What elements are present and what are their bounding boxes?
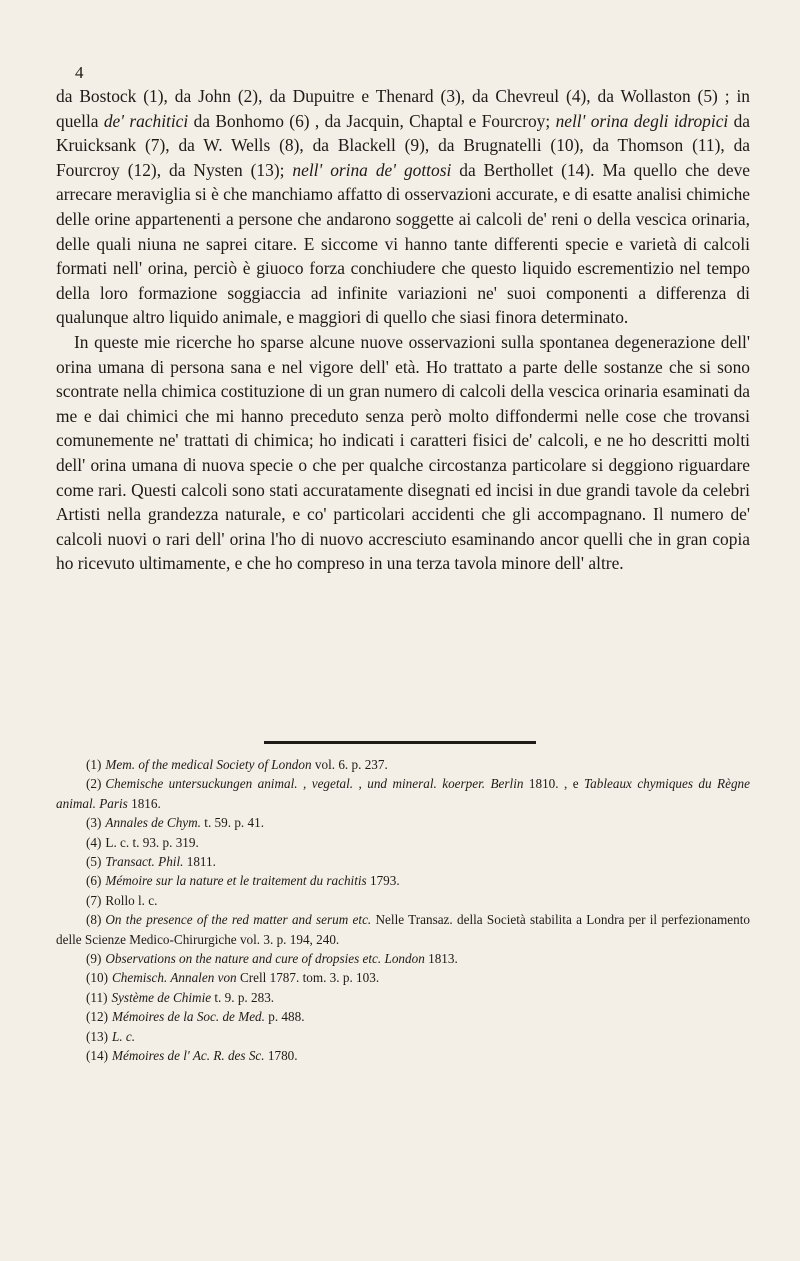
footnote bbox=[56, 774, 750, 813]
footnote-mark: (13) bbox=[86, 1028, 108, 1044]
footnote-mark: (2) bbox=[86, 776, 102, 792]
italic-text: Mémoires de la Soc. de Med. bbox=[111, 1009, 265, 1025]
italic-text: Mémoire sur la nature et le traitement du rachitis bbox=[105, 873, 367, 889]
footnote bbox=[56, 755, 750, 774]
footnote-mark: (14) bbox=[86, 1048, 108, 1064]
footnote bbox=[56, 852, 750, 871]
text-run: p. 488. bbox=[264, 1009, 305, 1025]
text-run: 1793. bbox=[366, 873, 400, 889]
italic-text: Mémoires de l' Ac. R. des Sc. bbox=[111, 1048, 265, 1064]
footnote bbox=[56, 1007, 750, 1026]
text-run: 1811. bbox=[183, 854, 216, 870]
footnote-divider bbox=[264, 741, 536, 744]
body-text bbox=[56, 84, 750, 576]
footnote-mark: (1) bbox=[86, 757, 102, 772]
text-run: 1816. bbox=[127, 795, 161, 811]
footnote bbox=[56, 968, 750, 987]
footnote-mark: (12) bbox=[86, 1009, 108, 1025]
text-run: t. 59. p. 41. bbox=[200, 815, 264, 831]
text-run: 1813. bbox=[424, 951, 458, 967]
italic-text: Système de Chimie bbox=[111, 989, 212, 1005]
footnote bbox=[56, 833, 750, 852]
text-run: In queste mie ricerche ho sparse alcune nuove osservazioni sulla spontanea degenerazione dell' orina umana di persona sana e nel vigore dell' età. Ho trattato a parte delle sostanze che si sono scontrate nella chimica costituzione di un gran numero di calcoli della vescica orinaria esaminati da me e dai chimici che mi hanno preceduto senza però molto diffondermi nelle cose che trovansi comunemente ne' trattati di chimica; ho indicati i caratteri fisici de' calcoli, e ne ho descritti molti dell' orina umana di nuova specie o che per qualche circostanza particolare si deggiono riguardare come rari. Questi calcoli sono stati accuratamente disegnati ed incisi in due grandi tavole da celebri Artisti nella grandezza naturale, e co' particolari accidenti che gli accompagnano. Il numero de' calcoli nuovi o rari dell' orina l'ho di nuovo accresciuto esaminando ancor quelli che in gran copia ho ricevuto ultimamente, e che ho compreso in una terza tavola minore dell' altre. bbox=[56, 331, 750, 574]
footnote-mark: (6) bbox=[86, 873, 102, 889]
text-run: da Bostock (1), da John (2), da Dupuitre e Thenard (3), da Chevreul (4), da Wollaston (5) ; in quella bbox=[56, 86, 750, 131]
italic-text: nell' orina degli idropici bbox=[555, 110, 729, 131]
italic-text: Transact. Phil. bbox=[105, 854, 184, 870]
text-run: Nelle Transaz. della Società stabilita a Londra per il perfezionamento delle Scienze Medico-Chirurgiche vol. 3. p. 194, 240. bbox=[56, 912, 750, 947]
italic-text: Annales de Chym. bbox=[105, 815, 201, 831]
footnote bbox=[56, 871, 750, 890]
text-run: Rollo l. c. bbox=[105, 892, 158, 908]
text-run: Crell 1787. tom. 3. p. 103. bbox=[236, 970, 380, 986]
footnote bbox=[56, 1046, 750, 1065]
footnotes bbox=[56, 755, 750, 1066]
text-run: da Kruicksank (7), da W. Wells (8), da Blackell (9), da Brugnatelli (10), da Thomson (11), da Fourcroy (12), da Nysten (13); bbox=[56, 110, 751, 180]
footnote bbox=[56, 891, 750, 910]
italic-text: de' rachitici bbox=[103, 110, 189, 131]
footnote-mark: (5) bbox=[86, 854, 102, 870]
italic-text: Chemisch. Annalen von bbox=[111, 970, 237, 986]
italic-text: Tableaux chymiques du Règne animal. Paris bbox=[56, 776, 750, 811]
footnote bbox=[56, 988, 750, 1007]
text-run: L. c. t. 93. p. 319. bbox=[105, 834, 199, 850]
footnote-mark: (3) bbox=[86, 815, 102, 831]
italic-text: Mem. of the medical Society of London bbox=[105, 757, 312, 772]
text-run: t. 9. p. 283. bbox=[211, 989, 275, 1005]
footnote-mark: (9) bbox=[86, 951, 102, 967]
text-run: 1780. bbox=[264, 1048, 298, 1064]
text-run: da Berthollet (14). Ma quello che deve arrecare meraviglia si è che manchiamo affatto di osservazioni accurate, e di esatte analisi chimiche delle orine appartenenti a persone che andarono soggette ai calcoli de' reni o della vescica orinaria, delle quali niuna ne saprei citare. E siccome vi hanno tante differenti specie e varietà di calcoli formati nell' orina, perciò è giuoco forza conchiudere che questo liquido escrementizio nel tempo della loro formazione soggiaccia ad infinite variazioni ne' suoi componenti a differenza di qualunque altro liquido animale, e maggiori di quello che siasi finora determinato. bbox=[56, 159, 750, 328]
italic-text: Observations on the nature and cure of dropsies etc. London bbox=[105, 951, 425, 967]
paragraph bbox=[56, 84, 750, 330]
page-number: 4 bbox=[75, 63, 84, 82]
footnote-mark: (11) bbox=[86, 989, 108, 1005]
italic-text: L. c. bbox=[111, 1028, 136, 1044]
paragraph bbox=[56, 330, 750, 576]
footnote-mark: (10) bbox=[86, 970, 108, 986]
italic-text: nell' orina de' gottosi bbox=[292, 159, 452, 180]
footnote-mark: (7) bbox=[86, 892, 102, 908]
text-run: da Bonhomo (6) , da Jacquin, Chaptal e Fourcroy; bbox=[188, 110, 556, 131]
footnote bbox=[56, 910, 750, 949]
footnote bbox=[56, 949, 750, 968]
italic-text: Chemische untersuckungen animal. , vegetal. , und mineral. koerper. Berlin bbox=[105, 776, 524, 792]
text-run: 1810. , e bbox=[523, 776, 585, 792]
footnote bbox=[56, 1027, 750, 1046]
italic-text: On the presence of the red matter and serum etc. bbox=[105, 912, 372, 928]
footnote-mark: (4) bbox=[86, 834, 102, 850]
text-run: vol. 6. p. 237. bbox=[311, 757, 388, 772]
footnote-mark: (8) bbox=[86, 912, 102, 928]
footnote bbox=[56, 813, 750, 832]
